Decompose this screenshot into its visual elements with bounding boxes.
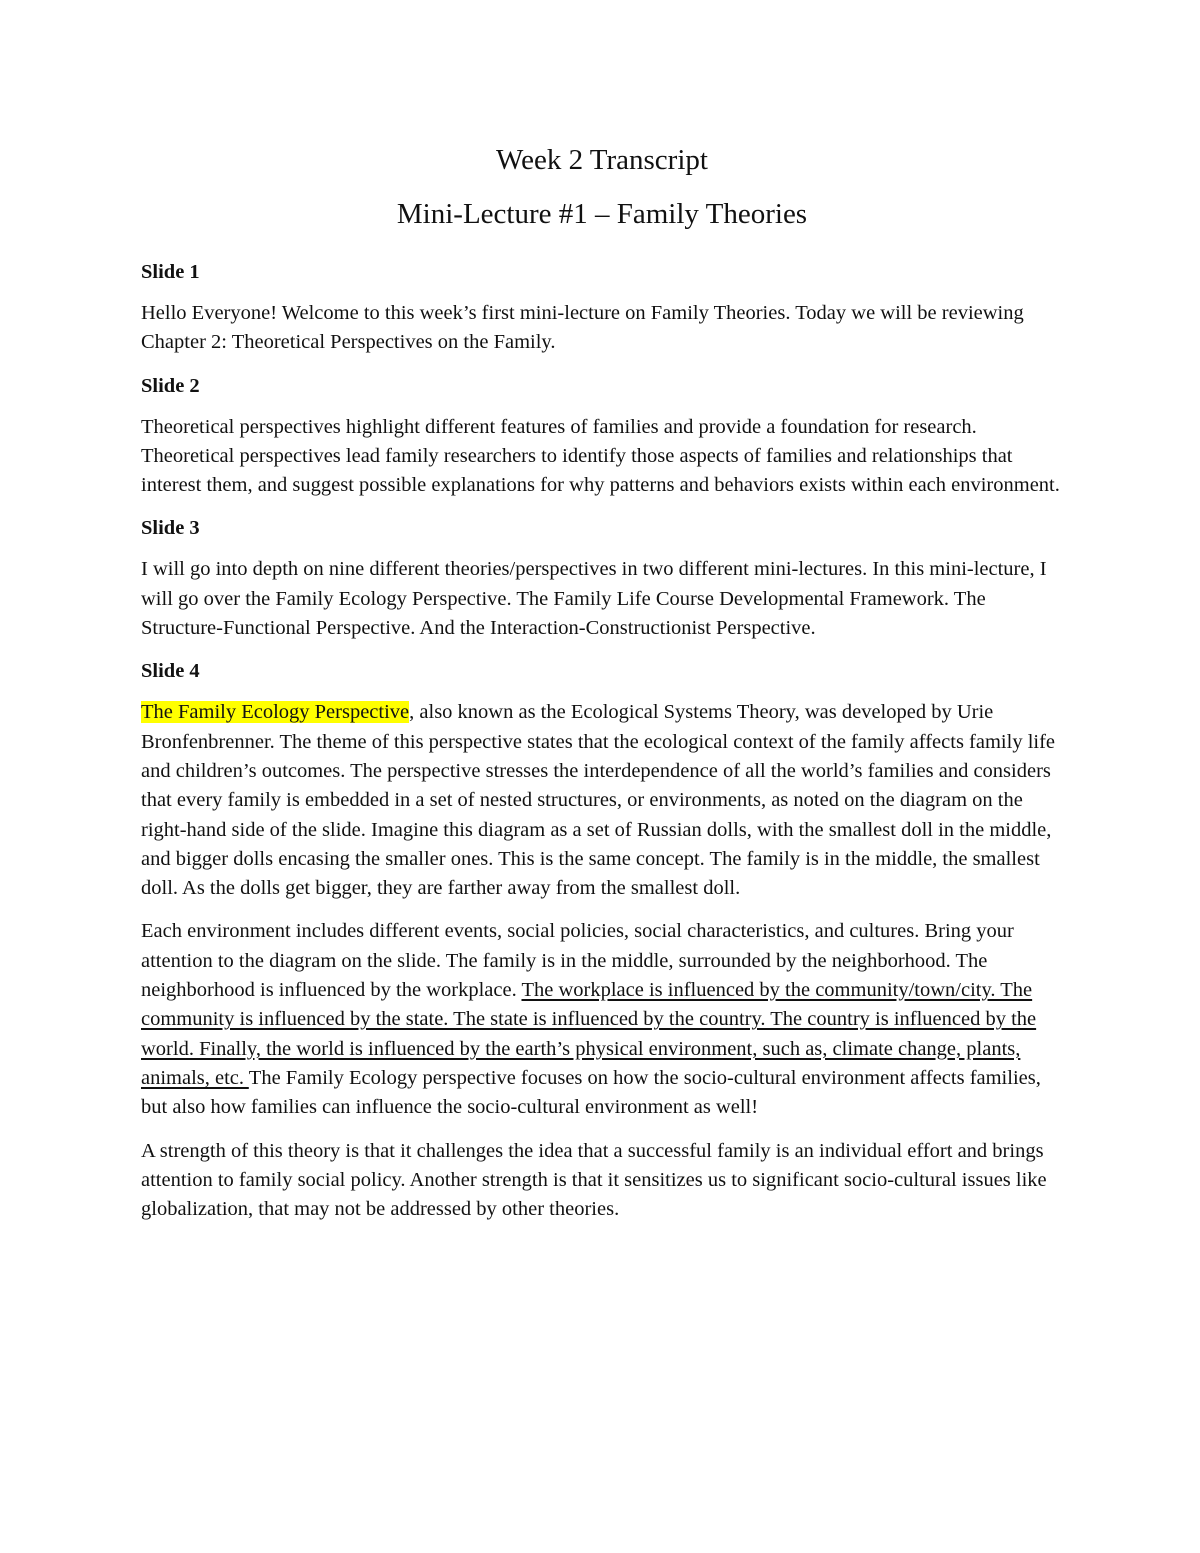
paragraph-text: Each environment includes different events, social policies, social characteristics, and cultures. Bring your attention to the diagram on the slide. The family is in the middle, surrounded by the neighborhood. The neighborhood is influenced by the workplace. <box>141 920 1014 1002</box>
slide-1-heading: Slide 1 <box>141 261 200 283</box>
slide-2-heading: Slide 2 <box>141 374 200 397</box>
slide-3-paragraph: I will go into depth on nine different theories/perspectives in two different mini-lectures. In this mini-lecture, I will go over the Family Ecology Perspective. The Family Life Course Developmental Framework. The Structure-Functional Perspective. And the Interaction-Constructionist Perspective. <box>141 558 1047 640</box>
slide-3-heading: Slide 3 <box>141 517 200 540</box>
paragraph-text: The Family Ecology perspective focuses on how the socio-cultural environment affects families, but also how families can influence the socio-cultural environment as well! <box>141 1066 1041 1119</box>
slide-1-paragraph: Hello Everyone! Welcome to this week’s first mini-lecture on Family Theories. Today we will be reviewing Chapter 2: Theoretical Perspectives on the Family. <box>141 302 1024 354</box>
slide-2-paragraph: Theoretical perspectives highlight different features of families and provide a foundation for research. Theoretical perspectives lead family researchers to identify those aspects of families and relationships that interest them, and suggest possible explanations for why patterns and behaviors exists within each environment. <box>141 415 1060 497</box>
underlined-text: The workplace is influenced by the community/town/city. The community is influenced by the state. The state is influenced by the country. The country is influenced by the world. Finally, the world is influenced by the earth’s physical environment, such as, climate change, plants, animals, etc. <box>141 979 1037 1089</box>
document-subtitle: Mini-Lecture #1 – Family Theories <box>396 198 808 230</box>
document-content <box>141 140 1063 1238</box>
document-title: Week 2 Transcript <box>496 144 708 176</box>
highlighted-term: The Family Ecology Perspective <box>141 701 410 724</box>
slide-4-paragraph-1 <box>141 698 1063 903</box>
slide-4-paragraph-2 <box>141 917 1063 1122</box>
slide-4-heading: Slide 4 <box>141 660 200 683</box>
paragraph-text: , also known as the Ecological Systems Theory, was developed by Urie Bronfenbrenner. The theme of this perspective states that the ecological context of the family affects family life and children’s outcomes. The perspective stresses the interdependence of all the world’s families and considers that every family is embedded in a set of nested structures, or environments, as noted on the diagram on the right-hand side of the slide. Imagine this diagram as a set of Russian dolls, with the smallest doll in the middle, and bigger dolls encasing the smaller ones. This is the same concept. The family is in the middle, the smallest doll. As the dolls get bigger, they are farther away from the smallest doll. <box>141 701 1056 900</box>
slide-4-paragraph-3: A strength of this theory is that it challenges the idea that a successful family is an individual effort and brings attention to family social policy. Another strength is that it sensitizes us to significant socio-cultural issues like globalization, that may not be addressed by other theories. <box>141 1139 1047 1221</box>
